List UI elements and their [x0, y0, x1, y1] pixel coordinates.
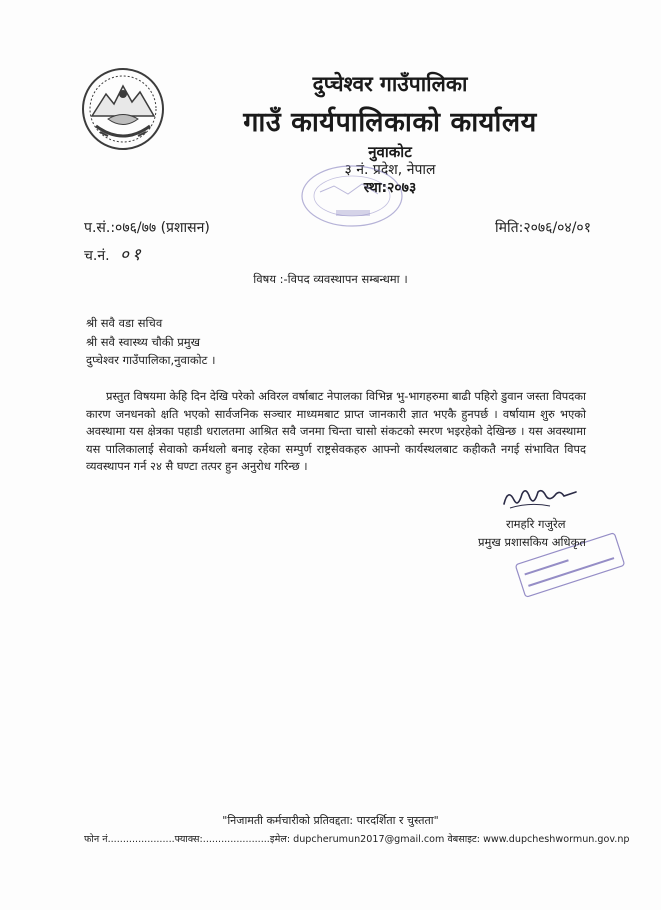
addressee-line: दुप्चेश्वर गाउँपालिका,नुवाकोट ।: [86, 353, 216, 367]
dispatch-number-label: च.नं.: [84, 248, 110, 264]
phone-field: फोन नं......................: [84, 834, 175, 845]
fax-field: फ्याक्स:......................: [174, 834, 270, 845]
established-year: स्था:२०७३: [363, 180, 417, 196]
addressee-line: श्री सवै स्वास्थ्य चौकी प्रमुख: [86, 335, 201, 349]
office-name: गाउँ कार्यपालिकाको कार्यालय: [243, 107, 537, 138]
letter-subject: विषय :-विपद व्यवस्थापन सम्बन्धमा ।: [253, 272, 408, 286]
letter-body: प्रस्तुत विषयमा केहि दिन देखि परेको अविरल वर्षाबाट नेपालका विभिन्न भु-भागहरुमा बाढी पहिरो डुवान जस्ता विपदका कारण जनधनको क्षति भएको सार्वजनिक सञ्चार माध्यमबाट प्राप्त जानकारी ज्ञात भएकै हुनपर्छ । वर्षायाम शुरु भएको अवस्थामा यस क्षेत्रका पहाडी धरालतमा आश्रित सवै जनमा चिन्ता चासो संकटको स्मरण भइरहेको देखिन्छ । यस अवस्थामा यस पालिकालाई सेवाको कर्मथलो बनाइ रहेका सम्पुर्ण राष्ट्रसेवकहरु आफ्नो कार्यस्थलबाट कहीकतै नगई संभावित विपद व्यवस्थापन गर्न २४ सै घण्टा तत्पर हुन अनुरोध गरिन्छ ।: [86, 389, 586, 473]
district-name: नुवाकोट: [368, 143, 412, 161]
municipality-name: दुप्चेश्वर गाउँपालिका: [312, 72, 468, 96]
dispatch-number-line: [84, 242, 144, 265]
nepal-government-emblem-icon: [78, 64, 168, 154]
footer-motto: "निजामती कर्मचारीको प्रतिवद्दता: पारदर्शिता र चुस्तता": [222, 814, 439, 827]
dispatch-number-handwritten: ०१: [120, 245, 144, 265]
handwritten-signature-icon: [500, 482, 580, 512]
signatory-title: प्रमुख प्रशासकिय अधिकृत: [478, 535, 586, 549]
email-label: इमेल:: [269, 834, 291, 845]
website-label: वेबसाइट:: [447, 834, 480, 845]
email-address[interactable]: dupcherumun2017@gmail.com: [293, 834, 445, 845]
office-stamp-icon: [290, 158, 420, 238]
letter-date: मिति:२०७६/०४/०१: [495, 220, 591, 236]
signatory-name: रामहरि गजुरेल: [506, 517, 566, 531]
footer-contact: [84, 832, 630, 845]
reference-number: प.सं.:०७६/७७ (प्रशासन): [84, 220, 210, 236]
addressee-line: श्री सवै वडा सचिव: [86, 316, 163, 330]
website-link[interactable]: www.dupcheshwormun.gov.np: [483, 834, 630, 845]
province-line: ३ नं. प्रदेश, नेपाल: [344, 162, 436, 178]
